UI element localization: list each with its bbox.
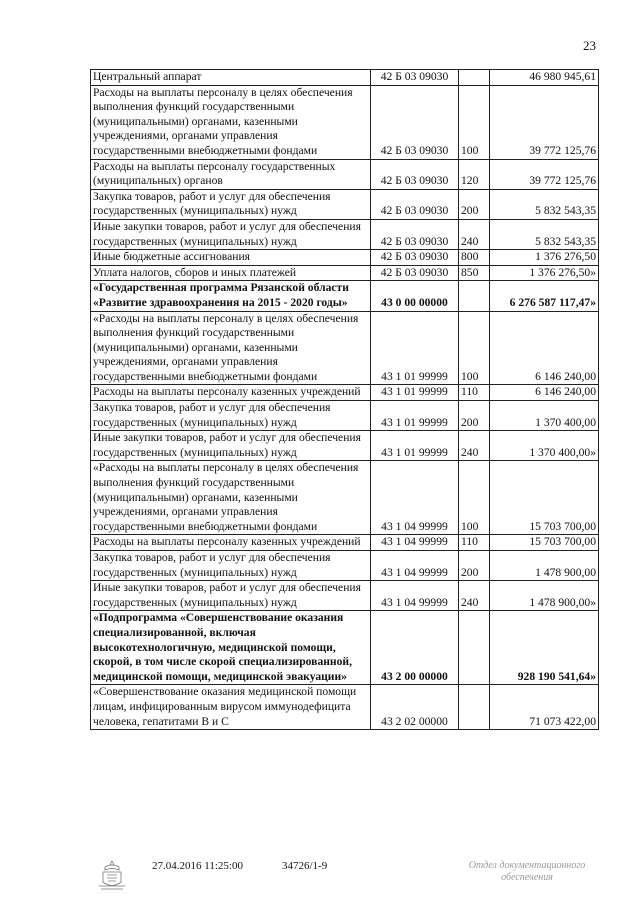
row-name-cell: Уплата налогов, сборов и иных платежей bbox=[91, 265, 371, 281]
row-name-cell: Центральный аппарат bbox=[91, 70, 371, 86]
row-type-cell: 800 bbox=[459, 250, 490, 266]
row-type-cell: 240 bbox=[459, 581, 490, 611]
row-amount-cell: 39 772 125,76 bbox=[490, 85, 599, 159]
table-row bbox=[91, 535, 599, 551]
row-amount-cell: 1 478 900,00 bbox=[490, 551, 599, 581]
row-code-cell: 43 1 04 99999 bbox=[371, 581, 459, 611]
row-type-cell: 110 bbox=[459, 385, 490, 401]
row-name-cell: Расходы на выплаты персоналу в целях обеспечения выполнения функций государственными (муниципальными) органами, казенными учреждениями, органами управления государственными внебюджетными фондами bbox=[91, 85, 371, 159]
row-type-cell: 850 bbox=[459, 265, 490, 281]
table-row bbox=[91, 159, 599, 189]
row-name-cell: Закупка товаров, работ и услуг для обеспечения государственных (муниципальных) нужд bbox=[91, 401, 371, 431]
table-row bbox=[91, 70, 599, 86]
row-type-cell: 110 bbox=[459, 535, 490, 551]
row-name-cell: Расходы на выплаты персоналу государственных (муниципальных) органов bbox=[91, 159, 371, 189]
row-name-cell: «Совершенствование оказания медицинской помощи лицам, инфицированным вирусом иммунодефицита человека, гепатитами В и С bbox=[91, 685, 371, 730]
table-row bbox=[91, 401, 599, 431]
row-amount-cell: 5 832 543,35 bbox=[490, 189, 599, 219]
table-row bbox=[91, 219, 599, 249]
registration-stamp: Отдел документационного обеспечения bbox=[468, 860, 586, 883]
row-amount-cell: 1 370 400,00» bbox=[490, 431, 599, 461]
table-row bbox=[91, 281, 599, 311]
row-type-cell: 100 bbox=[459, 461, 490, 535]
row-name-cell: Закупка товаров, работ и услуг для обеспечения государственных (муниципальных) нужд bbox=[91, 551, 371, 581]
row-amount-cell: 6 146 240,00 bbox=[490, 385, 599, 401]
row-code-cell: 42 Б 03 09030 bbox=[371, 189, 459, 219]
row-code-cell: 42 Б 03 09030 bbox=[371, 70, 459, 86]
table-row bbox=[91, 611, 599, 685]
row-name-cell: Расходы на выплаты персоналу казенных учреждений bbox=[91, 535, 371, 551]
row-type-cell: 200 bbox=[459, 551, 490, 581]
table-row bbox=[91, 189, 599, 219]
table-row bbox=[91, 250, 599, 266]
row-code-cell: 43 2 02 00000 bbox=[371, 685, 459, 730]
row-name-cell: «Расходы на выплаты персоналу в целях обеспечения выполнения функций государственными (муниципальными) органами, казенными учреждениями, органами управления государственными внебюджетными фондами bbox=[91, 311, 371, 385]
budget-table bbox=[90, 69, 599, 730]
row-code-cell: 42 Б 03 09030 bbox=[371, 250, 459, 266]
row-code-cell: 42 Б 03 09030 bbox=[371, 265, 459, 281]
table-row bbox=[91, 265, 599, 281]
row-type-cell: 200 bbox=[459, 189, 490, 219]
row-amount-cell: 928 190 541,64» bbox=[490, 611, 599, 685]
row-name-cell: Иные бюджетные ассигнования bbox=[91, 250, 371, 266]
row-amount-cell: 15 703 700,00 bbox=[490, 461, 599, 535]
row-type-cell bbox=[459, 70, 490, 86]
row-type-cell: 240 bbox=[459, 219, 490, 249]
table-row bbox=[91, 385, 599, 401]
row-code-cell: 43 1 01 99999 bbox=[371, 385, 459, 401]
table-row bbox=[91, 551, 599, 581]
row-amount-cell: 6 146 240,00 bbox=[490, 311, 599, 385]
row-name-cell: Расходы на выплаты персоналу казенных учреждений bbox=[91, 385, 371, 401]
row-name-cell: «Государственная программа Рязанской области «Развитие здравоохранения на 2015 - 2020 годы» bbox=[91, 281, 371, 311]
table-row bbox=[91, 431, 599, 461]
row-name-cell: «Расходы на выплаты персоналу в целях обеспечения выполнения функций государственными (муниципальными) органами, казенными учреждениями, органами управления государственными внебюджетными фондами bbox=[91, 461, 371, 535]
row-amount-cell: 5 832 543,35 bbox=[490, 219, 599, 249]
row-code-cell: 42 Б 03 09030 bbox=[371, 159, 459, 189]
table-row bbox=[91, 685, 599, 730]
coat-of-arms-emblem bbox=[95, 858, 129, 892]
table-row bbox=[91, 85, 599, 159]
row-type-cell: 240 bbox=[459, 431, 490, 461]
row-amount-cell: 15 703 700,00 bbox=[490, 535, 599, 551]
row-code-cell: 42 Б 03 09030 bbox=[371, 219, 459, 249]
budget-table-container bbox=[90, 69, 598, 730]
row-type-cell: 200 bbox=[459, 401, 490, 431]
row-type-cell bbox=[459, 685, 490, 730]
row-type-cell bbox=[459, 281, 490, 311]
footer-document-number: 34726/1-9 bbox=[282, 860, 328, 872]
row-amount-cell: 1 478 900,00» bbox=[490, 581, 599, 611]
row-code-cell: 43 1 01 99999 bbox=[371, 401, 459, 431]
row-type-cell: 100 bbox=[459, 311, 490, 385]
row-code-cell: 43 1 01 99999 bbox=[371, 431, 459, 461]
row-code-cell: 43 1 04 99999 bbox=[371, 551, 459, 581]
row-amount-cell: 71 073 422,00 bbox=[490, 685, 599, 730]
row-amount-cell: 46 980 945,61 bbox=[490, 70, 599, 86]
table-row bbox=[91, 461, 599, 535]
page-footer bbox=[0, 858, 640, 898]
row-amount-cell: 1 370 400,00 bbox=[490, 401, 599, 431]
row-code-cell: 43 2 00 00000 bbox=[371, 611, 459, 685]
row-amount-cell: 6 276 587 117,47» bbox=[490, 281, 599, 311]
row-type-cell: 100 bbox=[459, 85, 490, 159]
row-amount-cell: 1 376 276,50 bbox=[490, 250, 599, 266]
row-type-cell bbox=[459, 611, 490, 685]
row-amount-cell: 1 376 276,50» bbox=[490, 265, 599, 281]
table-row bbox=[91, 581, 599, 611]
row-code-cell: 42 Б 03 09030 bbox=[371, 85, 459, 159]
row-code-cell: 43 1 04 99999 bbox=[371, 535, 459, 551]
row-name-cell: Иные закупки товаров, работ и услуг для обеспечения государственных (муниципальных) нужд bbox=[91, 431, 371, 461]
footer-date: 27.04.2016 11:25:00 bbox=[152, 860, 243, 872]
row-name-cell: «Подпрограмма «Совершенствование оказания специализированной, включая высокотехнологичную, медицинской помощи, скорой, в том числе скорой специализированной, медицинской помощи, медицинской эвакуации» bbox=[91, 611, 371, 685]
row-name-cell: Закупка товаров, работ и услуг для обеспечения государственных (муниципальных) нужд bbox=[91, 189, 371, 219]
row-name-cell: Иные закупки товаров, работ и услуг для обеспечения государственных (муниципальных) нужд bbox=[91, 219, 371, 249]
row-code-cell: 43 0 00 00000 bbox=[371, 281, 459, 311]
row-code-cell: 43 1 01 99999 bbox=[371, 311, 459, 385]
page-number: 23 bbox=[583, 38, 596, 53]
row-amount-cell: 39 772 125,76 bbox=[490, 159, 599, 189]
table-row bbox=[91, 311, 599, 385]
row-code-cell: 43 1 04 99999 bbox=[371, 461, 459, 535]
row-name-cell: Иные закупки товаров, работ и услуг для обеспечения государственных (муниципальных) нужд bbox=[91, 581, 371, 611]
row-type-cell: 120 bbox=[459, 159, 490, 189]
